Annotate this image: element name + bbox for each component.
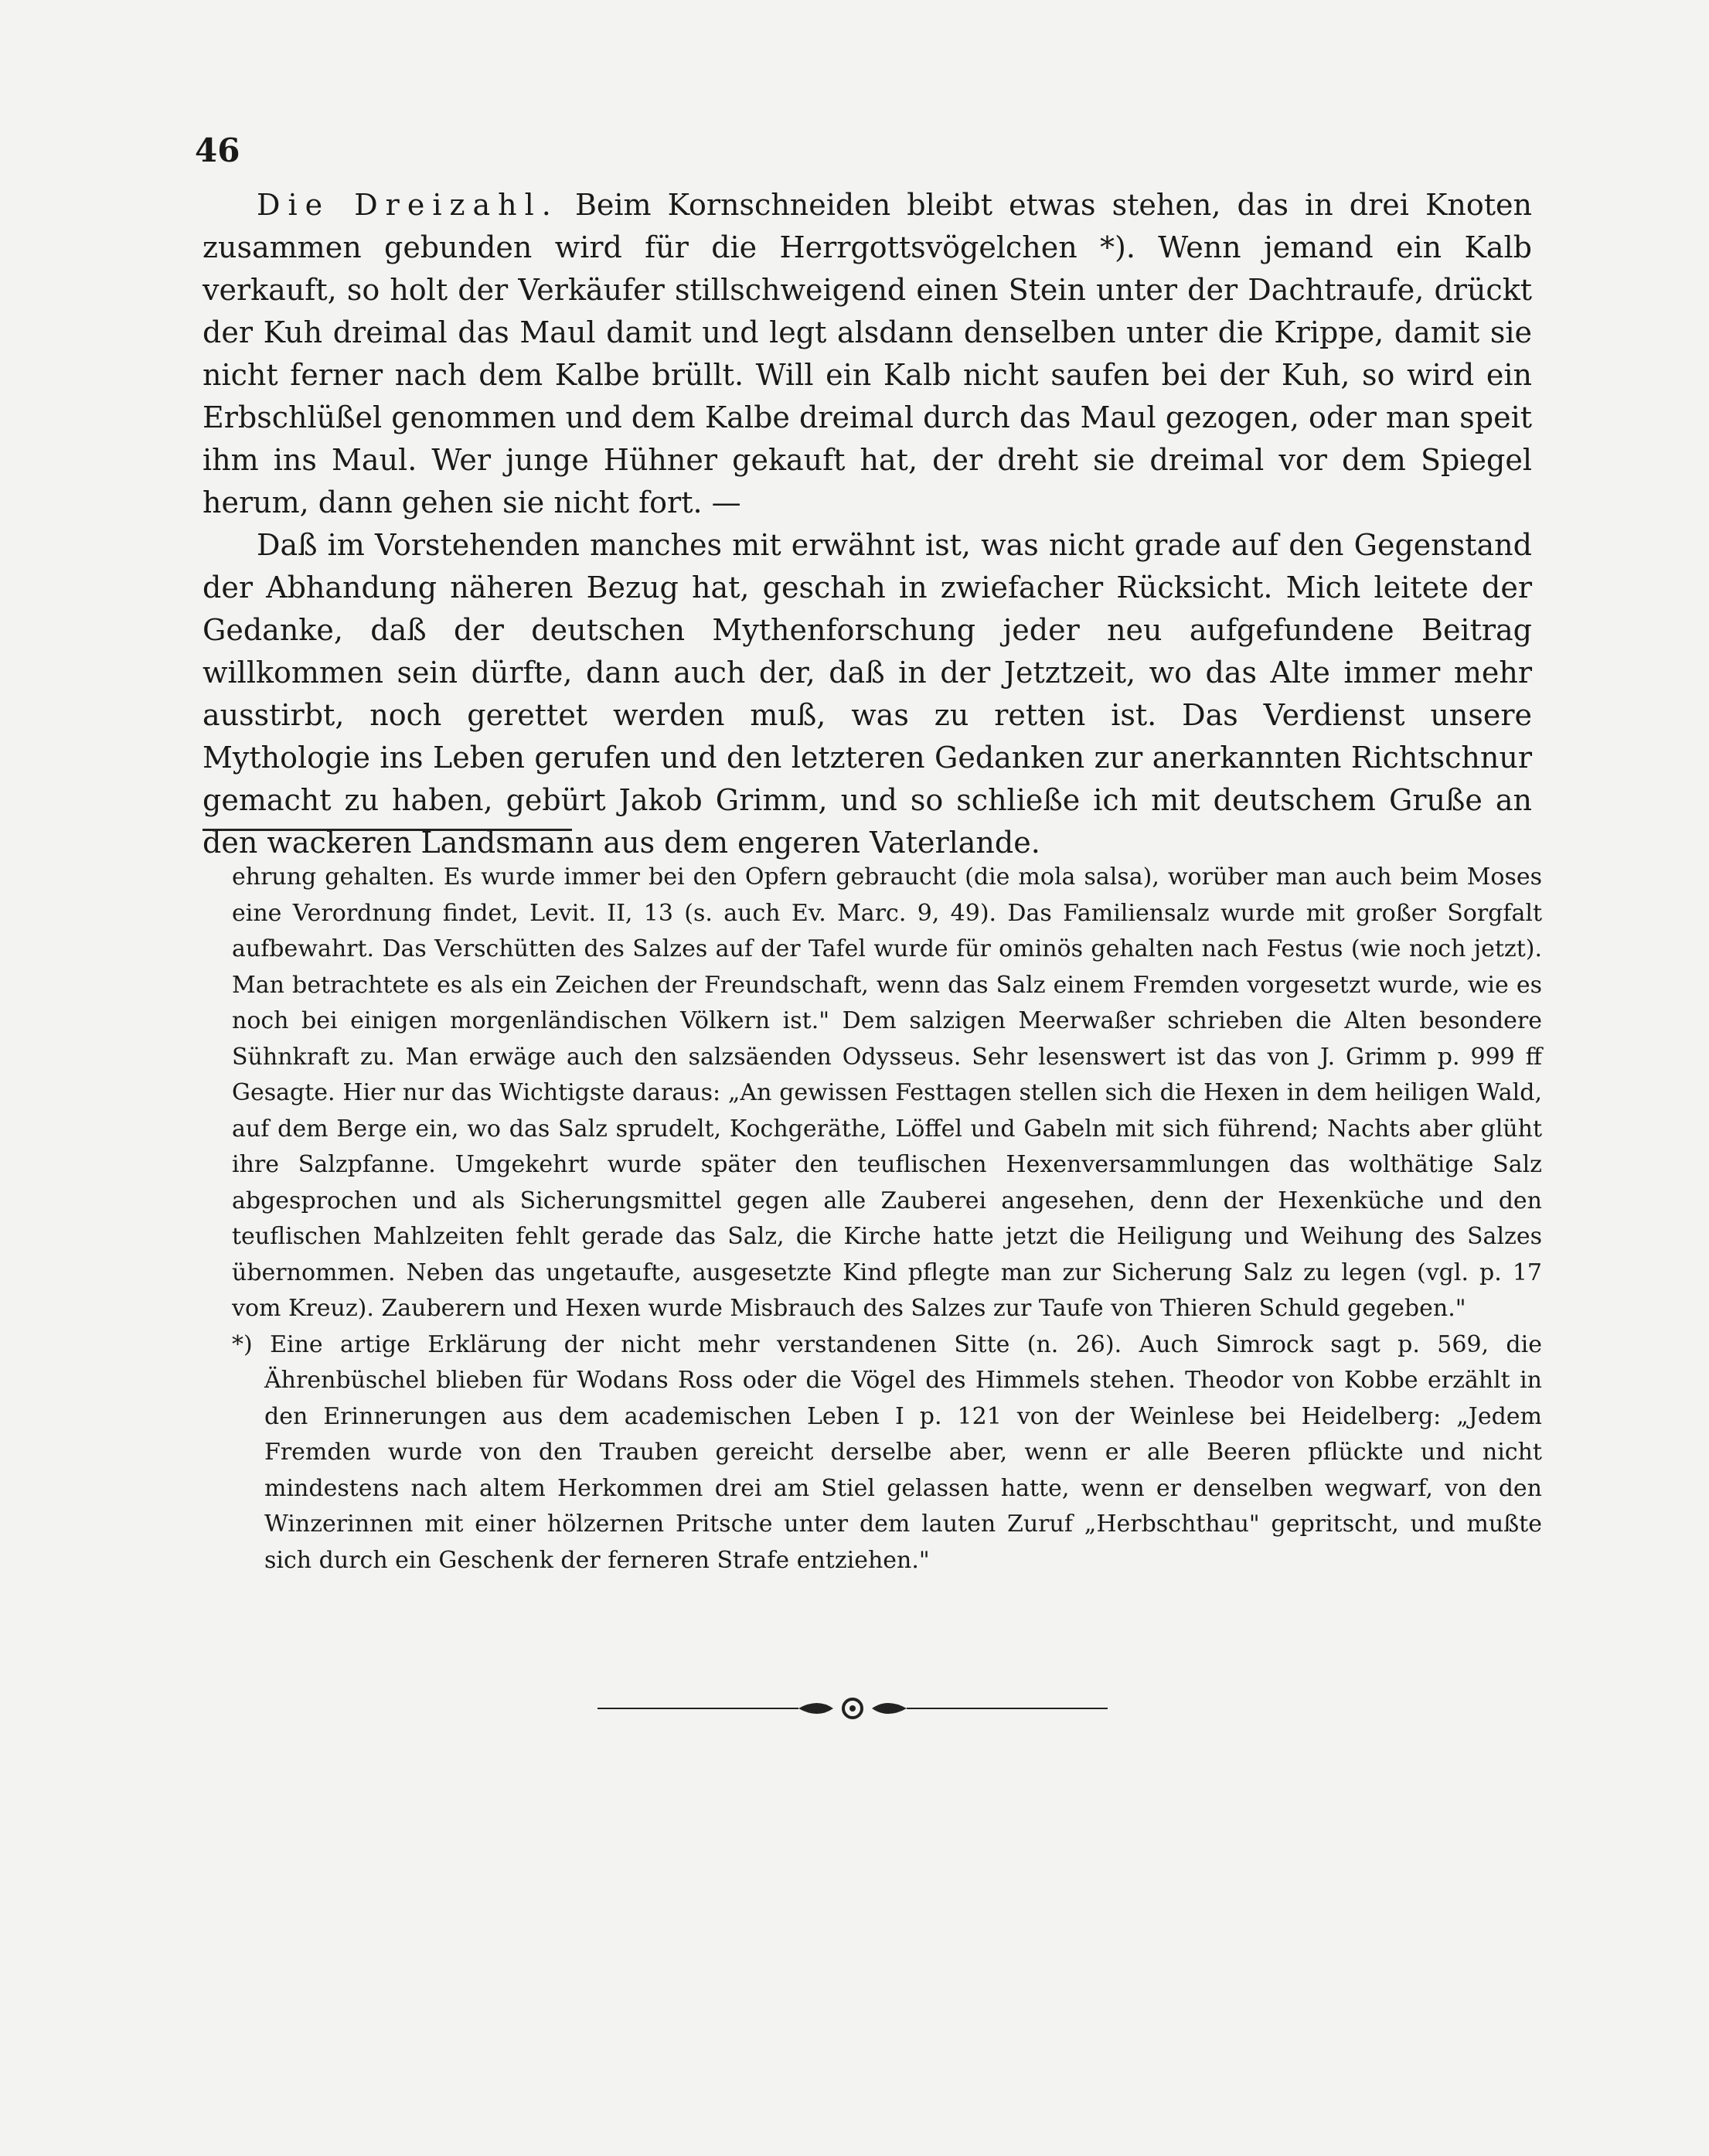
paragraph-1 xyxy=(203,184,1532,524)
paragraph-1-text: Beim Kornschneiden bleibt etwas stehen, das in drei Knoten zusammen gebunden wird für die Herrgottsvögelchen *). Wenn jemand ein Kalb verkauft, so holt der Verkäufer stillschweigend einen Stein unter der Dachtraufe, drückt der Kuh dreimal das Maul damit und legt alsdann denselben unter die Krippe, damit sie nicht ferner nach dem Kalbe brüllt. Will ein Kalb nicht saufen bei der Kuh, so wird ein Erbschlüßel genommen und dem Kalbe dreimal durch das Maul gezogen, oder man speit ihm ins Maul. Wer junge Hühner gekauft hat, der dreht sie dreimal vor dem Spiegel herum, dann gehen sie nicht fort. — xyxy=(203,188,1532,519)
footnote-continued: ehrung gehalten. Es wurde immer bei den Opfern gebraucht (die mola salsa), worüber man auch beim Moses eine Verordnung findet, Levit. II, 13 (s. auch Ev. Marc. 9, 49). Das Familiensalz wurde mit großer Sorgfalt aufbewahrt. Das Verschütten des Salzes auf der Tafel wurde für ominös gehalten nach Festus (wie noch jetzt). Man betrachtete es als ein Zeichen der Freundschaft, wenn das Salz einem Fremden vorgesetzt wurde, wie es noch bei einigen morgenländischen Völkern ist." Dem salzigen Meerwaßer schrieben die Alten besondere Sühnkraft zu. Man erwäge auch den salzsäenden Odysseus. Sehr lesenswert ist das von J. Grimm p. 999 ff Gesagte. Hier nur das Wichtigste daraus: „An gewissen Festtagen stellen sich die Hexen in dem heiligen Wald, auf dem Berge ein, wo das Salz sprudelt, Kochgeräthe, Löffel und Gabeln mit sich führend; Nachts aber glüht ihre Salzpfanne. Umgekehrt wurde später den teuflischen Hexenversammlungen das wolthätige Salz abgesprochen und als Sicherungsmittel gegen alle Zauberei angesehen, denn der Hexenküche und den teuflischen Mahlzeiten fehlt gerade das Salz, die Kirche hatte jetzt die Heiligung und Weihung des Salzes übernommen. Neben das ungetaufte, ausgesetzte Kind pflegte man zur Sicherung Salz zu legen (vgl. p. 17 vom Kreuz). Zauberern und Hexen wurde Misbrauch des Salzes zur Taufe von Thieren Schuld gegeben." xyxy=(232,863,1542,1322)
page-number: 46 xyxy=(195,131,240,169)
footnote-separator xyxy=(203,829,572,831)
section-lead: Die Dreizahl. xyxy=(257,188,559,222)
end-ornament xyxy=(597,1693,1108,1724)
paragraph-2: Daß im Vorstehenden manches mit erwähnt ist, was nicht grade auf den Gegenstand der Abhandung näheren Bezug hat, geschah in zwiefacher Rücksicht. Mich leitete der Gedanke, daß der deutschen Mythenforschung jeder neu aufgefundene Beitrag willkommen sein dürfte, dann auch der, daß in der Jetztzeit, wo das Alte immer mehr ausstirbt, noch gerettet werden muß, was zu retten ist. Das Verdienst unsere Mythologie ins Leben gerufen und den letzteren Gedanken zur anerkannten Richtschnur gemacht zu haben, gebürt Jakob Grimm, und so schließe ich mit deutschem Gruße an den wackeren Landsmann aus dem engeren Vaterlande. xyxy=(203,528,1532,860)
footnote-star-text: Eine artige Erklärung der nicht mehr verstandenen Sitte (n. 26). Auch Simrock sagt p. 569, die Ährenbüschel blieben für Wodans Ross oder die Vögel des Himmels stehen. Theodor von Kobbe erzählt in den Erinnerungen aus dem academischen Leben I p. 121 von der Weinlese bei Heidelberg: „Jedem Fremden wurde von den Trauben gereicht derselbe aber, wenn er alle Beeren pflückte und nicht mindestens nach altem Herkommen drei am Stiel gelassen hatte, wenn er denselben wegwarf, von den Winzerinnen mit einer hölzernen Pritsche unter dem lauten Zuruf „Herbschthau" gepritscht, und mußte sich durch ein Geschenk der ferneren Strafe entziehen." xyxy=(264,1330,1542,1574)
footnote-star xyxy=(232,1327,1542,1579)
footnote-marker: *) xyxy=(232,1330,253,1358)
footnotes xyxy=(232,860,1542,1579)
main-text xyxy=(203,184,1532,864)
